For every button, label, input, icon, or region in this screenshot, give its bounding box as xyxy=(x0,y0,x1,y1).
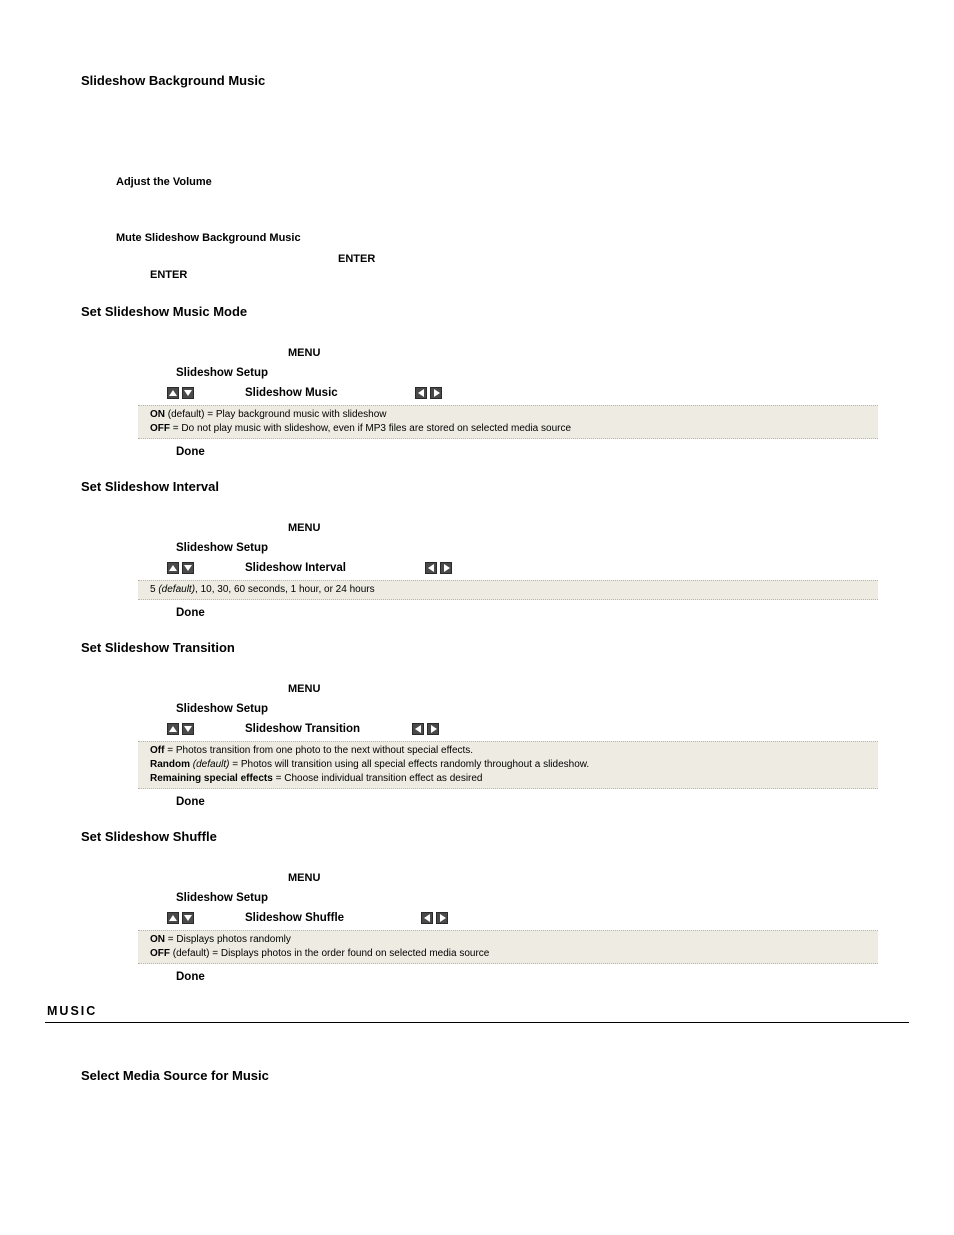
subheading-mute-music: Mute Slideshow Background Music xyxy=(116,232,301,244)
note-line: OFF = Do not play music with slideshow, even if MP3 files are stored on selected media source xyxy=(150,423,572,434)
done-label: Done xyxy=(176,796,205,808)
slideshow-setup-label: Slideshow Setup xyxy=(176,542,269,554)
heading-set-shuffle: Set Slideshow Shuffle xyxy=(81,829,217,844)
note-line: Random (default) = Photos will transition using all special effects randomly throughout a slideshow. xyxy=(150,759,590,770)
section-heading-music: MUSIC xyxy=(47,1004,98,1018)
left-right-keys xyxy=(412,723,439,735)
up-down-keys xyxy=(167,562,194,574)
slideshow-setup-label: Slideshow Setup xyxy=(176,367,269,379)
left-arrow-key-icon xyxy=(425,562,437,574)
done-label: Done xyxy=(176,607,205,619)
note-line: ON (default) = Play background music with slideshow xyxy=(150,409,387,420)
note-line: 5 (default), 10, 30, 60 seconds, 1 hour, or 24 hours xyxy=(150,584,375,595)
left-arrow-key-icon xyxy=(412,723,424,735)
left-arrow-key-icon xyxy=(415,387,427,399)
heading-set-transition: Set Slideshow Transition xyxy=(81,640,235,655)
menu-key-label: MENU xyxy=(288,522,321,534)
shuffle-options-note xyxy=(138,930,878,964)
up-down-keys xyxy=(167,387,194,399)
down-arrow-key-icon xyxy=(182,562,194,574)
option-slideshow-interval: Slideshow Interval xyxy=(245,562,346,574)
left-right-keys xyxy=(421,912,448,924)
right-arrow-key-icon xyxy=(430,387,442,399)
enter-key-label: ENTER xyxy=(150,269,188,281)
heading-slideshow-background-music: Slideshow Background Music xyxy=(81,73,266,88)
option-slideshow-transition: Slideshow Transition xyxy=(245,723,361,735)
right-arrow-key-icon xyxy=(427,723,439,735)
section-divider xyxy=(45,1022,909,1023)
menu-key-label: MENU xyxy=(288,683,321,695)
slideshow-setup-label: Slideshow Setup xyxy=(176,892,269,904)
up-down-keys xyxy=(167,723,194,735)
music-mode-options-note xyxy=(138,405,878,439)
note-line: OFF (default) = Displays photos in the order found on selected media source xyxy=(150,948,490,959)
option-slideshow-shuffle: Slideshow Shuffle xyxy=(245,912,345,924)
interval-options-note xyxy=(138,580,878,600)
heading-select-media-source: Select Media Source for Music xyxy=(81,1068,269,1083)
transition-options-note xyxy=(138,741,878,789)
down-arrow-key-icon xyxy=(182,723,194,735)
left-right-keys xyxy=(425,562,452,574)
right-arrow-key-icon xyxy=(440,562,452,574)
note-line: Remaining special effects = Choose individual transition effect as desired xyxy=(150,773,483,784)
note-line: Off = Photos transition from one photo to the next without special effects. xyxy=(150,745,474,756)
down-arrow-key-icon xyxy=(182,387,194,399)
up-down-keys xyxy=(167,912,194,924)
up-arrow-key-icon xyxy=(167,387,179,399)
up-arrow-key-icon xyxy=(167,562,179,574)
menu-key-label: MENU xyxy=(288,347,321,359)
up-arrow-key-icon xyxy=(167,723,179,735)
option-slideshow-music: Slideshow Music xyxy=(245,387,338,399)
heading-set-music-mode: Set Slideshow Music Mode xyxy=(81,304,248,319)
note-line: ON = Displays photos randomly xyxy=(150,934,291,945)
menu-key-label: MENU xyxy=(288,872,321,884)
slideshow-setup-label: Slideshow Setup xyxy=(176,703,269,715)
enter-key-label: ENTER xyxy=(338,253,376,265)
up-arrow-key-icon xyxy=(167,912,179,924)
done-label: Done xyxy=(176,446,205,458)
left-arrow-key-icon xyxy=(421,912,433,924)
subheading-adjust-volume: Adjust the Volume xyxy=(116,176,212,188)
down-arrow-key-icon xyxy=(182,912,194,924)
done-label: Done xyxy=(176,971,205,983)
left-right-keys xyxy=(415,387,442,399)
right-arrow-key-icon xyxy=(436,912,448,924)
heading-set-interval: Set Slideshow Interval xyxy=(81,479,219,494)
